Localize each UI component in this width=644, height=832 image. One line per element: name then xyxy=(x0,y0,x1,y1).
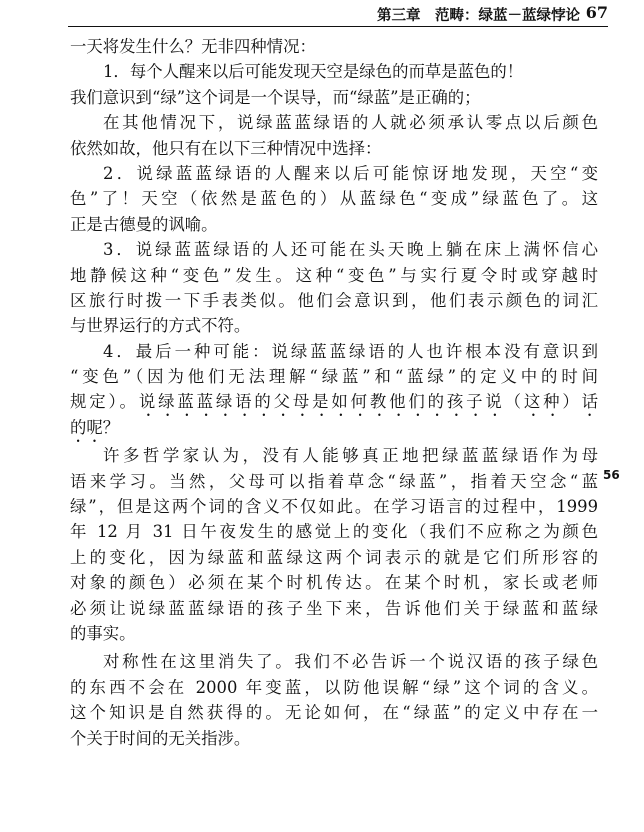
text-line: 上的变化，因为绿蓝和蓝绿这两个词表示的就是它们所形容的 xyxy=(70,547,598,567)
text-line: 语来学习。当然，父母可以指着草念“绿蓝”，指着天空念“蓝 xyxy=(70,471,598,491)
emphasized-text: 的呢？ xyxy=(70,417,120,437)
text-line: 1．每个人醒来以后可能发现天空是绿色的而草是蓝色的！ xyxy=(103,62,524,82)
text-line: 在其他情况下，说绿蓝蓝绿语的人就必须承认零点以后颜色 xyxy=(103,113,598,133)
text-line: 依然如故，他只有在以下三种情况中选择： xyxy=(70,138,382,158)
page-number: 67 xyxy=(585,3,608,22)
text-line: 的事实。 xyxy=(70,623,136,643)
text-line: 许多哲学家认为，没有人能够真正地把绿蓝蓝绿语作为母 xyxy=(103,446,598,466)
text-line: 正是古德曼的讽喻。 xyxy=(70,214,218,234)
chapter-title: 第三章 范畴：绿蓝－蓝绿悖论 xyxy=(377,8,580,24)
text-line: 个关于时间的无关指涉。 xyxy=(70,728,251,748)
margin-page-reference: 56 xyxy=(603,468,620,482)
text-line: 3．说绿蓝蓝绿语的人还可能在头天晚上躺在床上满怀信心 xyxy=(103,240,598,260)
text-line: 对称性在这里消失了。我们不必告诉一个说汉语的孩子绿色 xyxy=(103,652,598,672)
text-line: 绿”，但是这两个词的含义不仅如此。在学习语言的过程中，1999 xyxy=(70,497,598,517)
text-line: 2．说绿蓝蓝绿语的人醒来以后可能惊讶地发现，天空“变 xyxy=(103,163,598,183)
text-line: 必须让说绿蓝蓝绿语的孩子坐下来，告诉他们关于绿蓝和蓝绿 xyxy=(70,598,598,618)
running-header xyxy=(68,4,608,27)
text-line: 一天将发生什么？无非四种情况： xyxy=(70,37,316,56)
text-line: 地静候这种“变色”发生。这种“变色”与实行夏令时或穿越时 xyxy=(70,265,598,285)
text-line: 年 12 月 31 日午夜发生的感觉上的变化（我们不应称之为颜色 xyxy=(70,522,598,542)
body-text xyxy=(70,34,598,751)
text-line: 我们意识到“绿”这个词是一个误导，而“绿蓝”是正确的； xyxy=(70,87,481,107)
text-line: “变色”（因为他们无法理解“绿蓝”和“蓝绿”的定义中的时间 xyxy=(70,367,598,387)
text-line: 色”了！天空（依然是蓝色的）从蓝绿色“变成”绿蓝色了。这 xyxy=(70,189,598,209)
text-line: 区旅行时拨一下手表类似。他们会意识到，他们表示颜色的词汇 xyxy=(70,290,598,310)
text-line xyxy=(70,415,598,440)
emphasized-text: 说绿蓝蓝绿语的父母是如何教他们的孩子说（这种）话 xyxy=(138,392,598,412)
text-line: 的东西不会在 2000 年变蓝，以防他误解“绿”这个词的含义。 xyxy=(70,677,598,697)
text-line: 规定）。说绿蓝蓝绿语的父母是如何教他们的孩子说（这种）话 xyxy=(70,392,598,412)
text-line: 对象的颜色）必须在某个时机传达。在某个时机，家长或老师 xyxy=(70,573,598,593)
text-line: 这个知识是自然获得的。无论如何，在“绿蓝”的定义中存在一 xyxy=(70,703,598,723)
text-line: 与世界运行的方式不符。 xyxy=(70,316,251,336)
text-line: 4．最后一种可能：说绿蓝蓝绿语的人也许根本没有意识到 xyxy=(103,341,598,361)
